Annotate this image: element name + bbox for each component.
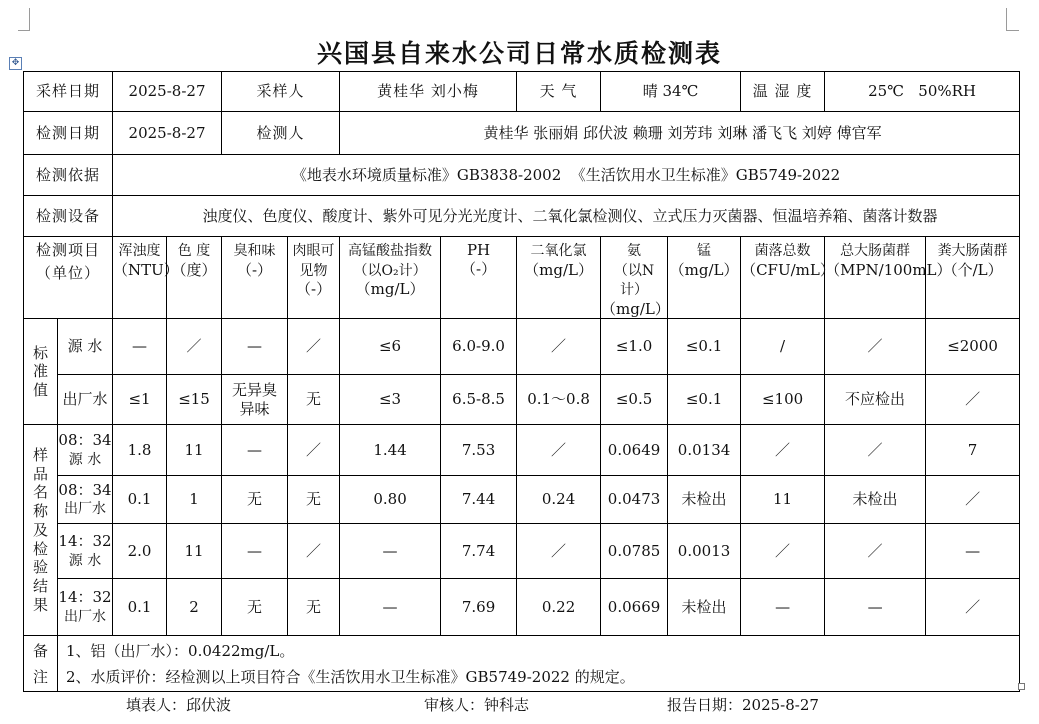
sampling-date-label: 采样日期 (24, 72, 113, 112)
table-cell[interactable]: ≤2000 (926, 319, 1020, 375)
table-cell[interactable]: 0.1 (113, 579, 167, 636)
table-cell[interactable]: ≤6 (340, 319, 441, 375)
sample-row (24, 476, 1020, 524)
col-colony-count: 菌落总数 （CFU/mL） (741, 237, 825, 319)
table-cell[interactable]: — (113, 319, 167, 375)
equipment-label: 检测设备 (24, 196, 113, 237)
table-cell[interactable]: 0.24 (517, 476, 601, 524)
water-quality-table (23, 71, 1020, 692)
standard-source-label: 源 水 (58, 319, 113, 375)
humidity-label: 温 湿 度 (741, 72, 825, 112)
table-cell[interactable]: ／ (517, 524, 601, 579)
table-cell[interactable]: 0.0013 (668, 524, 741, 579)
table-cell[interactable]: 无 (288, 375, 340, 425)
sample-time-type: 14：32 源 水 (58, 524, 113, 579)
table-cell[interactable]: 未检出 (668, 579, 741, 636)
table-cell[interactable]: 7 (926, 425, 1020, 476)
table-cell[interactable]: 2 (167, 579, 222, 636)
basis-label: 检测依据 (24, 155, 113, 196)
sample-row (24, 524, 1020, 579)
table-cell[interactable]: 未检出 (825, 476, 926, 524)
col-manganese: 锰 （mg/L） (668, 237, 741, 319)
table-cell[interactable]: 11 (167, 524, 222, 579)
table-cell[interactable]: ≤100 (741, 375, 825, 425)
table-cell[interactable]: ≤0.1 (668, 319, 741, 375)
table-cell[interactable]: ≤0.1 (668, 375, 741, 425)
table-cell[interactable]: 0.1～0.8 (517, 375, 601, 425)
sampler-value[interactable]: 黄桂华 刘小梅 (340, 72, 517, 112)
table-cell[interactable]: 0.0134 (668, 425, 741, 476)
notes-row (24, 636, 1020, 692)
col-ammonia: 氨 （以N计） （mg/L） (601, 237, 668, 319)
table-cell[interactable]: ／ (167, 319, 222, 375)
table-cell[interactable]: — (926, 524, 1020, 579)
table-cell[interactable]: 7.53 (441, 425, 517, 476)
col-visible-matter: 肉眼可 见物 （-） (288, 237, 340, 319)
table-cell[interactable]: 1.8 (113, 425, 167, 476)
table-cell[interactable]: 1 (167, 476, 222, 524)
table-cell[interactable]: — (340, 524, 441, 579)
table-cell[interactable]: 0.1 (113, 476, 167, 524)
table-cell[interactable]: 未检出 (668, 476, 741, 524)
table-cell[interactable]: 无 (288, 476, 340, 524)
testing-row (24, 112, 1020, 155)
table-cell[interactable]: ≤0.5 (601, 375, 668, 425)
basis-row (24, 155, 1020, 196)
items-label-line-2: （单位） (36, 263, 101, 282)
sample-row (24, 579, 1020, 636)
footer-report-date: 报告日期：2025-8-27 (667, 696, 819, 714)
table-resize-handle[interactable] (1018, 683, 1025, 690)
items-header-row (24, 237, 1020, 319)
table-cell[interactable]: — (741, 579, 825, 636)
col-fecal-coliform: 粪大肠菌群 （个/L） (926, 237, 1020, 319)
sample-time-type: 08：34 源 水 (58, 425, 113, 476)
table-cell[interactable]: ／ (825, 425, 926, 476)
table-cell[interactable]: — (222, 524, 288, 579)
table-cell[interactable]: ≤1.0 (601, 319, 668, 375)
table-cell[interactable]: 1.44 (340, 425, 441, 476)
standard-label: 标 准 值 (24, 319, 58, 425)
tester-label: 检测人 (222, 112, 340, 155)
table-cell[interactable]: 11 (167, 425, 222, 476)
sample-row (24, 425, 1020, 476)
testing-date-label: 检测日期 (24, 112, 113, 155)
items-label-line-1: 检测项目 (36, 241, 101, 259)
sampling-date-value[interactable]: 2025-8-27 (113, 72, 222, 112)
note-line-1: 1、铝（出厂水）：0.0422mg/L。 (66, 641, 295, 660)
weather-value[interactable]: 晴 34℃ (601, 72, 741, 112)
table-cell[interactable]: ／ (926, 579, 1020, 636)
weather-label: 天 气 (517, 72, 601, 112)
table-cell[interactable]: 无异臭异味 (222, 375, 288, 425)
table-cell[interactable]: — (222, 425, 288, 476)
notes-label: 备 注 (24, 636, 58, 692)
table-cell[interactable]: ≤1 (113, 375, 167, 425)
table-cell[interactable]: — (825, 579, 926, 636)
equipment-value[interactable]: 浊度仪、色度仪、酸度计、紫外可见分光光度计、二氧化氯检测仪、立式压力灭菌器、恒温培养箱、菌落计数器 (113, 196, 1020, 237)
sampling-row (24, 72, 1020, 112)
table-cell[interactable]: 0.80 (340, 476, 441, 524)
table-cell[interactable]: 6.5-8.5 (441, 375, 517, 425)
table-cell[interactable]: ≤3 (340, 375, 441, 425)
table-cell[interactable]: 2.0 (113, 524, 167, 579)
table-cell[interactable]: 无 (222, 476, 288, 524)
table-cell[interactable]: 0.22 (517, 579, 601, 636)
table-cell[interactable]: 0.0473 (601, 476, 668, 524)
notes-content[interactable] (58, 636, 1020, 692)
table-cell[interactable]: 0.0785 (601, 524, 668, 579)
table-cell[interactable]: ／ (288, 319, 340, 375)
table-cell[interactable]: 0.0669 (601, 579, 668, 636)
table-cell[interactable]: 7.44 (441, 476, 517, 524)
col-total-coliform: 总大肠菌群 （MPN/100mL） (825, 237, 926, 319)
table-cell[interactable]: ／ (517, 425, 601, 476)
table-cell[interactable]: ／ (825, 319, 926, 375)
col-chroma: 色 度 （度） (167, 237, 222, 319)
table-cell[interactable]: ／ (926, 375, 1020, 425)
table-cell[interactable]: ／ (517, 319, 601, 375)
humidity-value[interactable]: 25℃ 50%RH (825, 72, 1020, 112)
sampler-label: 采样人 (222, 72, 340, 112)
table-cell[interactable]: 7.69 (441, 579, 517, 636)
table-cell[interactable]: ／ (926, 476, 1020, 524)
table-move-handle-icon[interactable]: ✥ (9, 57, 22, 70)
table-cell[interactable]: 11 (741, 476, 825, 524)
document-title: 兴国县自来水公司日常水质检测表 (316, 39, 722, 68)
testing-date-value[interactable]: 2025-8-27 (113, 112, 222, 155)
standard-outlet-row (24, 375, 1020, 425)
equipment-row (24, 196, 1020, 237)
samples-label: 样 品 名 称 及 检 验 结 果 (24, 425, 58, 636)
standard-source-row (24, 319, 1020, 375)
col-ph: PH （-） (441, 237, 517, 319)
footer-reviewer: 审核人：钟科志 (424, 696, 530, 714)
table-cell[interactable]: 无 (222, 579, 288, 636)
table-cell[interactable]: 6.0-9.0 (441, 319, 517, 375)
items-header-label (24, 237, 113, 319)
col-odor: 臭和味 （-） (222, 237, 288, 319)
table-cell[interactable]: ／ (288, 524, 340, 579)
col-turbidity: 浑浊度 （NTU） (113, 237, 167, 319)
table-cell[interactable]: 0.0649 (601, 425, 668, 476)
table-cell[interactable]: / (741, 319, 825, 375)
table-cell[interactable]: ／ (825, 524, 926, 579)
table-cell[interactable]: — (340, 579, 441, 636)
table-cell[interactable]: ≤15 (167, 375, 222, 425)
table-cell[interactable]: ／ (741, 524, 825, 579)
col-chlorine-dioxide: 二氧化氯 （mg/L） (517, 237, 601, 319)
col-permanganate: 高锰酸盐指数 （以O₂计） （mg/L） (340, 237, 441, 319)
note-line-2: 2、水质评价：经检测以上项目符合《生活饮用水卫生标准》GB5749-2022 的规定。 (66, 667, 635, 686)
tester-value[interactable]: 黄桂华 张丽娟 邱伏波 赖珊 刘芳玮 刘琳 潘飞飞 刘婷 傅官军 (340, 112, 1020, 155)
table-cell[interactable]: — (222, 319, 288, 375)
basis-value[interactable]: 《地表水环境质量标准》GB3838-2002 《生活饮用水卫生标准》GB5749-2022 (113, 155, 1020, 196)
standard-outlet-label: 出厂水 (58, 375, 113, 425)
sample-time-type: 14：32 出厂水 (58, 579, 113, 636)
footer-filler: 填表人：邱伏波 (126, 696, 232, 714)
table-cell[interactable]: 无 (288, 579, 340, 636)
table-cell[interactable]: ／ (288, 425, 340, 476)
page-corner-mark-top-right (1006, 8, 1019, 31)
page-corner-mark-top-left (18, 8, 30, 31)
table-cell[interactable]: 7.74 (441, 524, 517, 579)
table-cell[interactable]: ／ (741, 425, 825, 476)
table-cell[interactable]: 不应检出 (825, 375, 926, 425)
sample-time-type: 08：34 出厂水 (58, 476, 113, 524)
